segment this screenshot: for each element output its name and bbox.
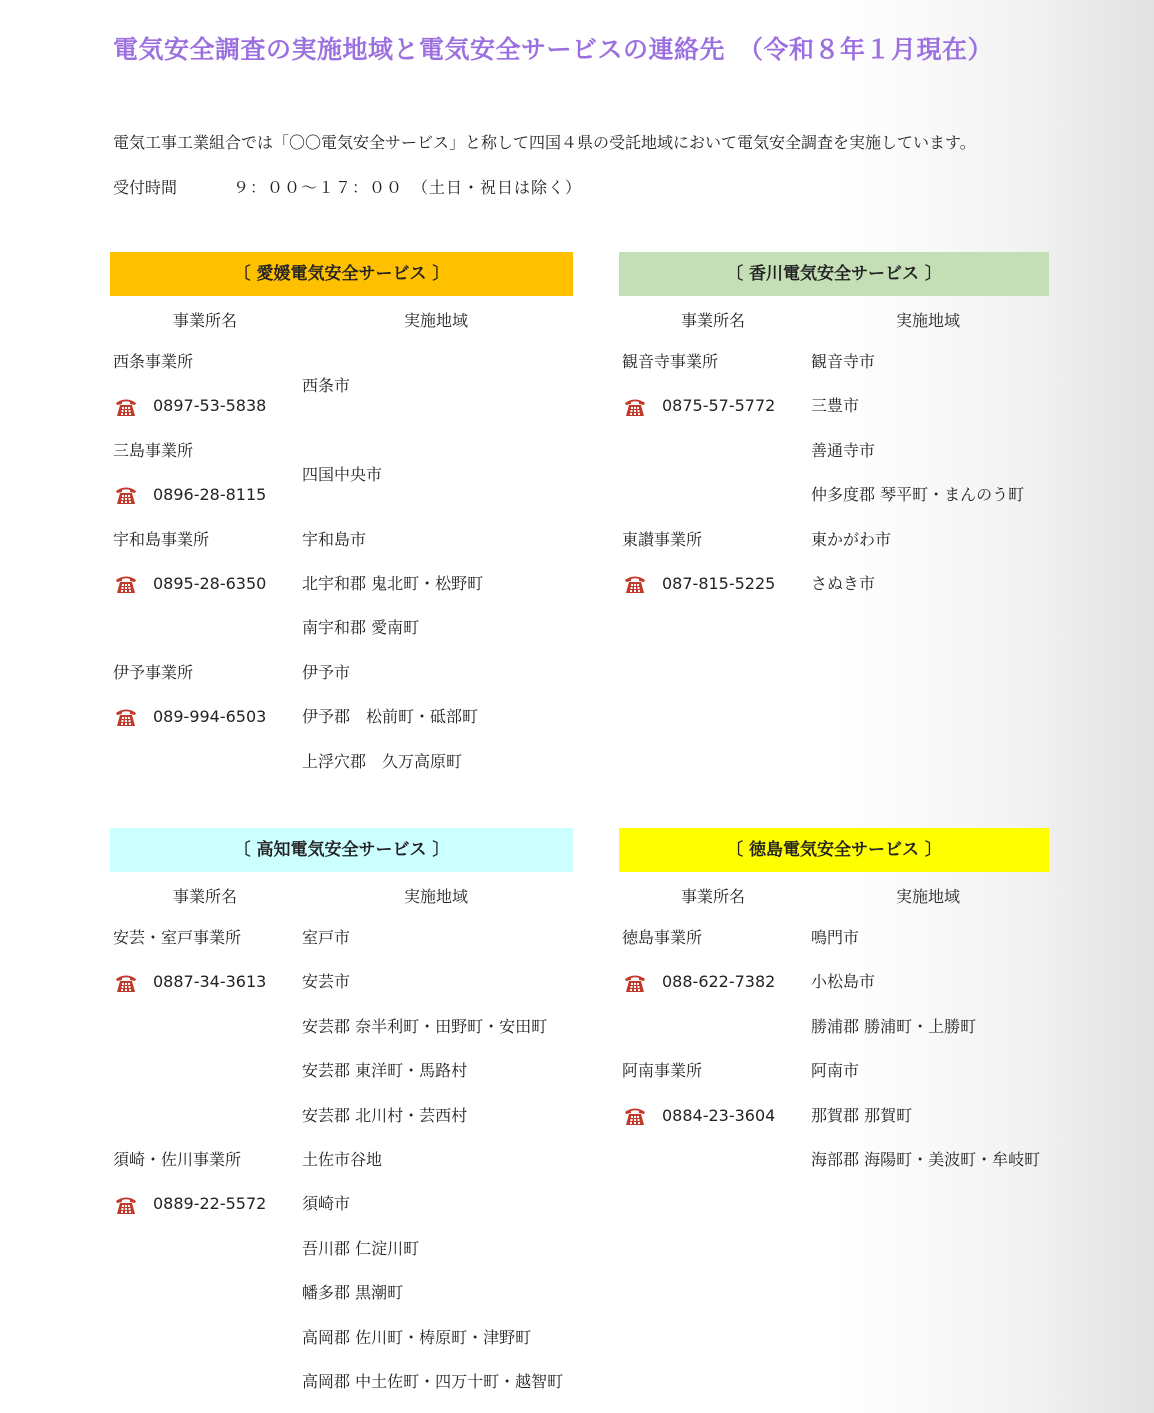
service-area: 高岡郡 中土佐町・四万十町・越智町 — [302, 1372, 564, 1391]
service-area: 宇和島市 — [302, 529, 367, 549]
phone-number[interactable]: 0895-28-6350 — [153, 573, 267, 593]
ehime-section — [110, 252, 573, 784]
office-block — [619, 1049, 1049, 1182]
ehime-column-headers — [110, 296, 573, 340]
kagawa-column-headers — [619, 296, 1049, 340]
service-area: 北宇和郡 鬼北町・松野町 — [302, 573, 484, 593]
office-phone[interactable] — [113, 384, 266, 428]
office-phone[interactable] — [622, 960, 775, 1004]
office-name: 須崎・佐川事業所 — [113, 1150, 242, 1169]
service-area: 土佐市谷地 — [302, 1150, 383, 1169]
phone-number[interactable]: 089-994-6503 — [153, 707, 267, 727]
office-column-header: 事業所名 — [173, 887, 238, 906]
telephone-icon — [115, 707, 137, 727]
tokushima-column-headers — [619, 872, 1049, 916]
office-name: 観音寺事業所 — [622, 352, 719, 371]
kagawa-section — [619, 252, 1049, 606]
office-name: 三島事業所 — [113, 440, 194, 460]
phone-number[interactable]: 0896-28-8115 — [153, 485, 267, 505]
telephone-icon — [624, 1106, 646, 1126]
service-area: 南宇和郡 愛南町 — [302, 618, 420, 638]
service-area: 観音寺市 — [811, 352, 876, 371]
phone-number[interactable]: 0887-34-3613 — [153, 972, 267, 992]
kagawa-section-header: 〔 香川電気安全サービス 〕 — [619, 252, 1049, 296]
telephone-icon — [624, 574, 646, 594]
service-area: 那賀郡 那賀町 — [811, 1105, 913, 1125]
office-phone[interactable] — [113, 695, 266, 739]
telephone-icon — [115, 1195, 137, 1215]
phone-number[interactable]: 087-815-5225 — [662, 573, 776, 593]
phone-number[interactable]: 088-622-7382 — [662, 972, 776, 992]
service-area: 伊予市 — [302, 662, 351, 682]
hours-value: ９：００〜１７：００ （土日・祝日は除く） — [233, 178, 583, 197]
office-phone[interactable] — [622, 1094, 775, 1138]
office-phone[interactable] — [113, 562, 266, 606]
telephone-icon — [115, 973, 137, 993]
service-area: 須崎市 — [302, 1194, 351, 1214]
telephone-icon — [624, 973, 646, 993]
kochi-section — [110, 828, 573, 1404]
tokushima-section-header: 〔 徳島電気安全サービス 〕 — [619, 828, 1049, 872]
service-area: 善通寺市 — [811, 440, 876, 460]
office-name: 阿南事業所 — [622, 1061, 703, 1081]
ehime-section-header: 〔 愛媛電気安全サービス 〕 — [110, 252, 573, 296]
service-area: 安芸郡 北川村・芸西村 — [302, 1105, 468, 1125]
office-name: 徳島事業所 — [622, 928, 703, 947]
office-block — [619, 340, 1049, 518]
service-area: さぬき市 — [811, 573, 876, 593]
office-column-header: 事業所名 — [681, 311, 746, 330]
office-block — [110, 651, 573, 784]
service-area: 安芸市 — [302, 972, 351, 992]
reception-hours — [113, 175, 582, 198]
office-phone[interactable] — [113, 473, 266, 517]
office-name: 伊予事業所 — [113, 662, 194, 682]
office-name: 安芸・室戸事業所 — [113, 928, 242, 947]
office-block — [110, 916, 573, 1138]
office-block — [110, 340, 573, 429]
service-area: 高岡郡 佐川町・梼原町・津野町 — [302, 1327, 532, 1347]
area-column-header: 実施地域 — [404, 887, 469, 906]
phone-number[interactable]: 0884-23-3604 — [662, 1105, 776, 1125]
office-name: 宇和島事業所 — [113, 529, 210, 549]
area-column-header: 実施地域 — [404, 311, 469, 330]
service-area: 鳴門市 — [811, 928, 860, 947]
telephone-icon — [624, 397, 646, 417]
office-phone[interactable] — [113, 960, 266, 1004]
phone-number[interactable]: 0897-53-5838 — [153, 396, 267, 416]
service-area: 三豊市 — [811, 396, 860, 416]
office-phone[interactable] — [622, 562, 775, 606]
service-area: 東かがわ市 — [811, 529, 892, 549]
hours-label: 受付時間 — [113, 178, 178, 197]
office-block — [619, 518, 1049, 607]
service-area: 伊予郡 松前町・砥部町 — [302, 707, 479, 727]
service-area: 阿南市 — [811, 1061, 860, 1081]
phone-number[interactable]: 0889-22-5572 — [153, 1194, 267, 1214]
office-column-header: 事業所名 — [681, 887, 746, 906]
service-area: 海部郡 海陽町・美波町・牟岐町 — [811, 1149, 1041, 1169]
service-area: 吾川郡 仁淀川町 — [302, 1238, 420, 1258]
service-area: 室戸市 — [302, 928, 351, 947]
page-title: 電気安全調査の実施地域と電気安全サービスの連絡先 （令和８年１月現在） — [113, 35, 994, 64]
office-name: 東讃事業所 — [622, 529, 703, 549]
service-area: 上浮穴郡 久万高原町 — [302, 751, 463, 771]
office-phone[interactable] — [622, 384, 775, 428]
kochi-column-headers — [110, 872, 573, 916]
intro-text: 電気工事工業組合では「〇〇電気安全サービス」と称して四国４県の受託地域において電気安全調査を実施しています。 — [113, 133, 976, 152]
telephone-icon — [115, 574, 137, 594]
service-area: 幡多郡 黒潮町 — [302, 1283, 404, 1303]
telephone-icon — [115, 397, 137, 417]
office-column-header: 事業所名 — [173, 311, 238, 330]
service-area: 安芸郡 東洋町・馬路村 — [302, 1061, 468, 1081]
service-area: 安芸郡 奈半利町・田野町・安田町 — [302, 1016, 548, 1036]
office-block — [110, 1138, 573, 1404]
service-area: 仲多度郡 琴平町・まんのう町 — [811, 485, 1025, 505]
service-area: 勝浦郡 勝浦町・上勝町 — [811, 1016, 977, 1036]
office-name: 西条事業所 — [113, 352, 194, 371]
office-phone[interactable] — [113, 1182, 266, 1226]
office-block — [110, 518, 573, 651]
service-area: 四国中央市 — [302, 465, 383, 485]
service-area: 小松島市 — [811, 972, 876, 992]
kochi-section-header: 〔 高知電気安全サービス 〕 — [110, 828, 573, 872]
area-column-header: 実施地域 — [896, 311, 961, 330]
area-column-header: 実施地域 — [896, 887, 961, 906]
telephone-icon — [115, 485, 137, 505]
phone-number[interactable]: 0875-57-5772 — [662, 396, 776, 416]
office-block — [619, 916, 1049, 1049]
tokushima-section — [619, 828, 1049, 1182]
office-block — [110, 429, 573, 518]
service-area: 西条市 — [302, 376, 351, 396]
